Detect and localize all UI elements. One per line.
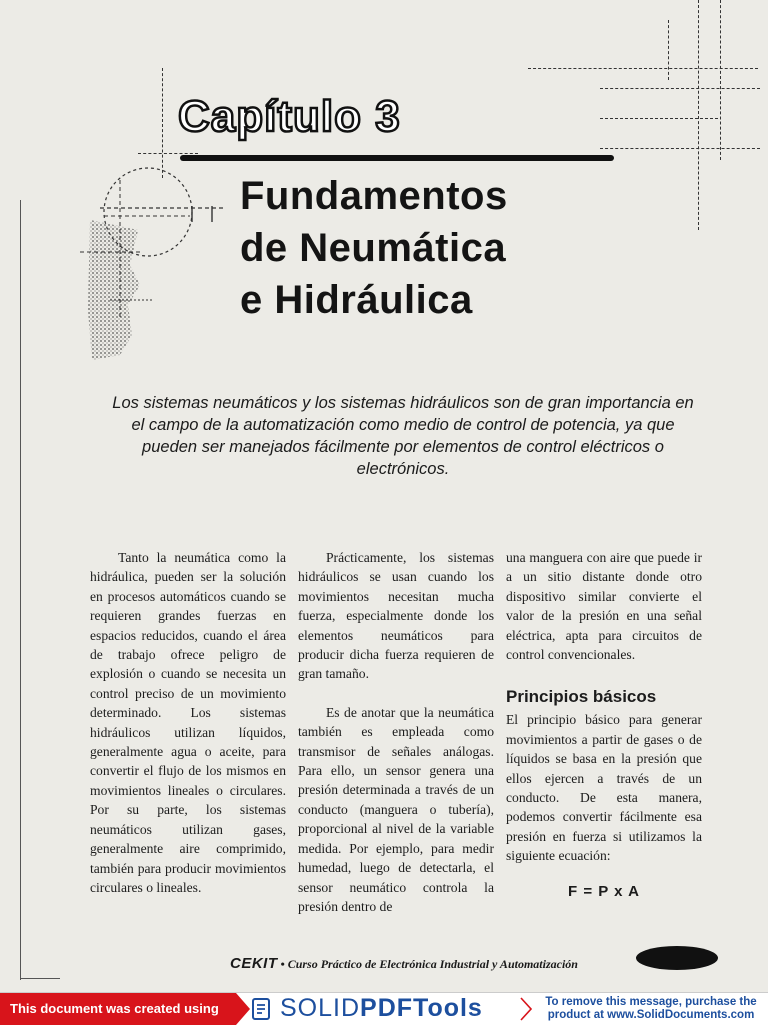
footer-course-title: • Curso Práctico de Electrónica Industrial y Automatización xyxy=(280,957,578,971)
guide-line xyxy=(720,0,721,160)
left-margin-rule xyxy=(20,200,21,980)
logo-pdf: PDF xyxy=(360,994,414,1022)
guide-line xyxy=(600,88,760,89)
body-paragraph: El principio básico para generar movimientos a partir de gases o de líquidos se basa en la presión que ellos ejercen a través de un conducto. De esta manera, podemos convertir fácilmente esa presión en fuerza si utilizamos la siguiente ecuación: xyxy=(506,712,702,864)
guide-line xyxy=(668,20,669,80)
equation: F = P x A xyxy=(568,882,640,900)
page-number-mark xyxy=(636,946,718,970)
logo-solid: SOLID xyxy=(280,994,361,1022)
text-column-3 xyxy=(506,548,702,901)
solidpdftools-logo xyxy=(280,994,483,1023)
banner-created-using: This document was created using xyxy=(0,993,236,1025)
watermark-banner[interactable] xyxy=(0,992,768,1025)
intro-paragraph: Los sistemas neumáticos y los sistemas hidráulicos son de gran importancia en el campo de la automatización como medio de control de potencia, ya que pueden ser manejados fácilmente por elementos de control eléctricos o electrónicos. xyxy=(112,394,694,478)
guide-line xyxy=(138,153,198,154)
body-paragraph: Prácticamente, los sistemas hidráulicos se usan cuando los movimientos necesitan mucha fuerza, especialmente donde los elementos neumáticos para producir dicha fuerza requieren de gran tamaño. xyxy=(298,550,494,682)
publisher-logo: CEKIT xyxy=(230,955,278,972)
title-underline xyxy=(180,155,614,161)
bottom-margin-rule xyxy=(20,978,60,979)
text-column-1 xyxy=(90,548,286,897)
body-paragraph: Es de anotar que la neumática también es empleada como transmisor de señales análogas. Para ello, un sensor genera una presión determinada a través de un conducto (manguera o tubería), proporcional al nivel de la variable medida. Por ejemplo, para medir humedad, luego de detectarla, el sensor neumático controla la presión dentro de xyxy=(298,704,494,914)
page-footer xyxy=(230,955,578,972)
purchase-message[interactable]: To remove this message, purchase the product at www.SolidDocuments.com xyxy=(545,996,757,1021)
title-line: e Hidráulica xyxy=(240,278,473,322)
body-paragraph: Tanto la neumática como la hidráulica, pueden ser la solución en procesos automáticos cuando se requieren grandes fuerzas en espacios reducidos, cuando el área de trabajo ofrece peligro de explosión o cuando se necesita un control preciso de un movimiento determinado. Los sistemas hidráulicos utilizan líquidos, generalmente agua o aceite, para convertir el flujo de los mismos en movimientos lineales o circulares. Por su parte, los sistemas neumáticos utilizan gases, generalmente aire comprimido, también para producir movimientos circulares o lineales. xyxy=(90,550,286,895)
guide-line xyxy=(698,0,699,230)
text-column-2 xyxy=(298,548,494,916)
logo-tools: Tools xyxy=(413,994,483,1022)
chevron-right-icon xyxy=(520,997,532,1021)
title-line: de Neumática xyxy=(240,226,507,270)
guide-line xyxy=(528,68,758,69)
section-heading: Principios básicos xyxy=(506,687,657,707)
chapter-title xyxy=(240,170,508,326)
title-line: Fundamentos xyxy=(240,174,508,218)
document-icon xyxy=(250,997,274,1021)
chapter-label: Capítulo 3 xyxy=(178,92,401,141)
guide-line xyxy=(600,118,718,119)
body-paragraph: una manguera con aire que puede ir a un sitio distante donde otro dispositivo similar convierte el valor de la presión en una señal eléctrica, apta para circuitos de control convencionales. xyxy=(506,550,702,663)
guide-line xyxy=(600,148,760,149)
hydraulic-sketch-illustration xyxy=(80,160,240,370)
